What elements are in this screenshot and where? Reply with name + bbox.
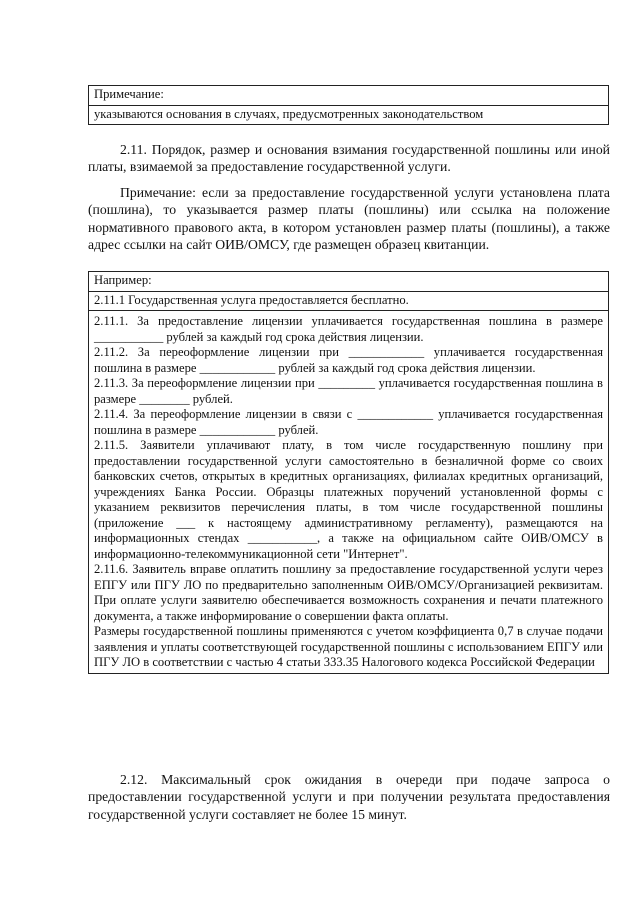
note-paragraph: Примечание: если за предоставление государственной услуги установлена плата (пошлина), то указывается размер платы (пошлины) или ссылка на положение нормативного правового акта, в котором установлен размер платы (пошлины), а также адрес ссылки на сайт ОИВ/ОМСУ, где размещен образец квитанции. bbox=[88, 185, 610, 253]
example-item: 2.11.2. За переоформление лицензии при ____________ уплачивается государственная пошлина в размере ____________ рублей за каждый год срока действия лицензии. bbox=[94, 345, 603, 375]
example-items-list bbox=[89, 311, 608, 673]
note-box-title: Примечание: bbox=[89, 86, 608, 106]
example-item: Размеры государственной пошлины применяются с учетом коэффициента 0,7 в случае подачи заявления и уплаты соответствующей государственной пошлины с использованием ЕПГУ или ПГУ ЛО в соответствии с частью 4 статьи 333.35 Налогового кодекса Российской Федерации bbox=[94, 624, 603, 669]
example-item: 2.11.6. Заявитель вправе оплатить пошлину за предоставление государственной услуги через ЕПГУ или ПГУ ЛО по предварительно заполненным ОИВ/ОМСУ/Организацией реквизитам. При оплате услуги заявителю обеспечивается возможность сохранения и печати платежного документа, а также информирование о совершении факта оплаты. bbox=[94, 562, 603, 623]
example-item: 2.11.1. За предоставление лицензии уплачивается государственная пошлина в размере ___________ рублей за каждый год срока действия лицензии. bbox=[94, 314, 603, 344]
example-item: 2.11.4. За переоформление лицензии в связи с ____________ уплачивается государственная пошлина в размере ____________ рублей. bbox=[94, 407, 603, 437]
section-2-11-paragraph: 2.11. Порядок, размер и основания взимания государственной пошлины или иной платы, взимаемой за предоставление государственной услуги. bbox=[88, 142, 610, 175]
section-2-12-paragraph: 2.12. Максимальный срок ожидания в очереди при подаче запроса о предоставлении государственной услуги и при получении результата предоставления государственной услуги составляет не более 15 минут. bbox=[88, 772, 610, 822]
note-box-text: указываются основания в случаях, предусмотренных законодательством bbox=[94, 106, 484, 121]
example-item: 2.11.3. За переоформление лицензии при _________ уплачивается государственная пошлина в размере ________ рублей. bbox=[94, 376, 603, 406]
note-box bbox=[88, 85, 609, 125]
example-box-title: Например: bbox=[89, 272, 608, 292]
example-item: 2.11.5. Заявители уплачивают плату, в том числе государственную пошлину при предоставлении государственной услуги самостоятельно в безналичной форме со своих банковских счетов, открытых в кредитных организациях, филиалах кредитных организаций, учреждениях Банка России. Образцы платежных поручений установленной формы с указанием реквизитов перечисления платы, в том числе государственной пошлины (приложение ___ к настоящему административному регламенту), размещаются на информационных стендах ___________, а также на официальном сайте ОИВ/ОМСУ в информационно-телекоммуникационной сети "Интернет". bbox=[94, 438, 603, 561]
example-item-free: 2.11.1 Государственная услуга предоставляется бесплатно. bbox=[89, 292, 608, 312]
example-box bbox=[88, 271, 609, 674]
